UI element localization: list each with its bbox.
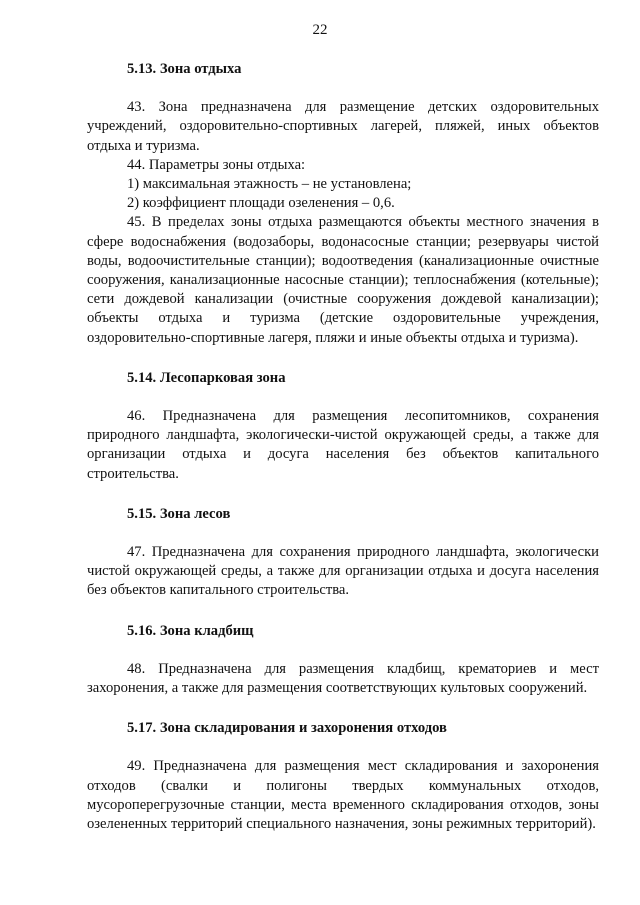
paragraph-46: 46. Предназначена для размещения лесопитомников, сохранения природного ландшафта, экологически-чистой окружающей среды, а также для организации отдыха и досуга населения без объектов капитального строительства. bbox=[87, 408, 599, 482]
list-item-2: 2) коэффициент площади озеленения – 0,6. bbox=[127, 195, 395, 212]
paragraph-43: 43. Зона предназначена для размещение детских оздоровительных учреждений, оздоровительно-спортивных лагерей, пляжей, иных объектов отдыха и туризма. bbox=[87, 99, 599, 154]
section-heading-5-13: 5.13. Зона отдыха bbox=[127, 61, 242, 77]
page-number: 22 bbox=[312, 22, 328, 38]
paragraph-48: 48. Предназначена для размещения кладбищ, крематориев и мест захоронения, а также для размещения соответствующих культовых сооружений. bbox=[87, 660, 599, 697]
paragraph-49: 49. Предназначена для размещения мест складирования и захоронения отходов (свалки и полигоны твердых коммунальных отходов, мусороперегрузочные станции, места временного складирования отходов, зоны озелененных территорий специального назначения, зоны режимных территорий). bbox=[87, 758, 599, 833]
paragraph-47: 47. Предназначена для сохранения природного ландшафта, экологически чистой окружающей среды, а также для организации отдыха и досуга населения без объектов капитального строительства. bbox=[87, 544, 599, 599]
section-heading-5-14: 5.14. Лесопарковая зона bbox=[127, 369, 286, 386]
section-heading-5-17: 5.17. Зона складирования и захоронения отходов bbox=[127, 720, 447, 737]
paragraph-44: 44. Параметры зоны отдыха: bbox=[127, 156, 306, 173]
list-item-1: 1) максимальная этажность – не установлена; bbox=[127, 176, 412, 193]
section-heading-5-15: 5.15. Зона лесов bbox=[127, 505, 231, 522]
paragraph-45: 45. В пределах зоны отдыха размещаются объекты местного значения в сфере водоснабжения (водозаборы, водонасосные станции; резервуары чистой воды, водоочистительные станции); водоотведения (канализационные очистные сооружения, канализационные насосные станции); теплоснабжения (котельные); сети дождевой канализации (очистные сооружения дождевой канализации); объекты отдыха и туризма (детские оздоровительные учреждения, оздоровительно-спортивные лагеря, пляжи и иные объекты отдыха и туризма). bbox=[87, 214, 599, 346]
section-heading-5-16: 5.16. Зона кладбищ bbox=[127, 622, 254, 639]
document-body bbox=[87, 60, 599, 834]
